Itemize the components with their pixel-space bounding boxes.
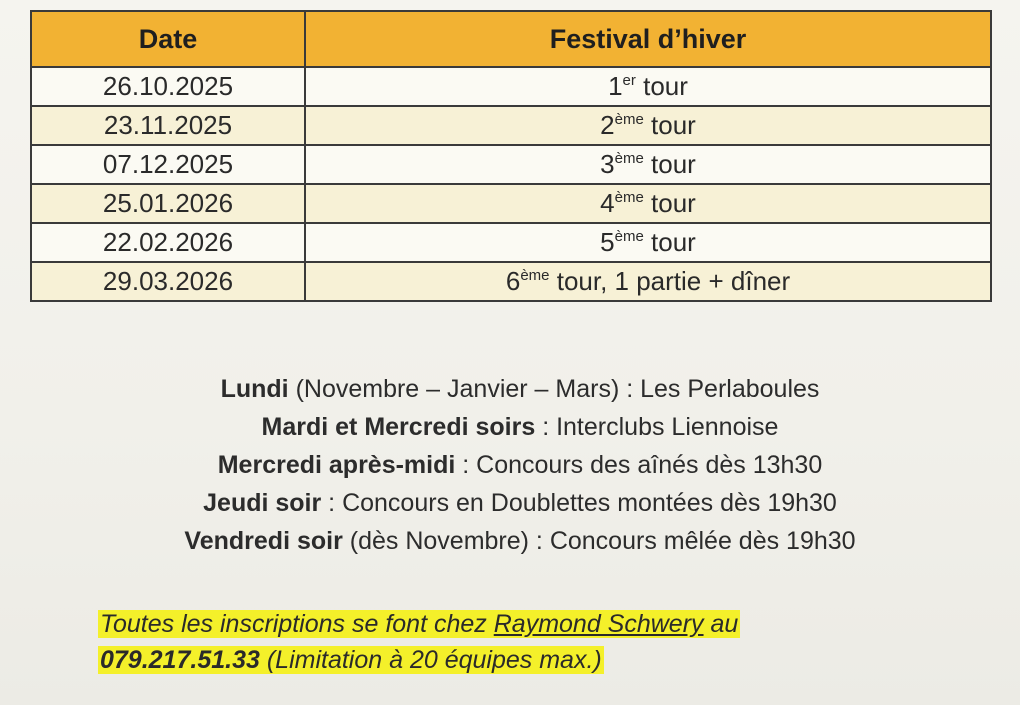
row-event: 3ème tour (305, 145, 991, 184)
contact-phone: 079.217.51.33 (100, 646, 260, 674)
registration-note (98, 606, 740, 678)
table-row (31, 145, 991, 184)
row-date: 29.03.2026 (31, 262, 305, 301)
row-event: 6ème tour, 1 partie + dîner (305, 262, 991, 301)
info-line-wednesday-afternoon: Mercredi après-midi : Concours des aînés dès 13h30 (217, 451, 823, 479)
header-event: Festival d’hiver (305, 11, 991, 67)
header-date: Date (31, 11, 305, 67)
table-row (31, 67, 991, 106)
row-date: 07.12.2025 (31, 145, 305, 184)
row-event: 1er tour (305, 67, 991, 106)
schedule-table (30, 10, 992, 302)
row-event: 2ème tour (305, 106, 991, 145)
table-row (31, 184, 991, 223)
registration-line-2 (98, 642, 740, 678)
highlight: Toutes les inscriptions se font chez Raymond Schwery au (100, 610, 739, 638)
row-date: 25.01.2026 (31, 184, 305, 223)
info-line-friday: Vendredi soir (dès Novembre) : Concours mêlée dès 19h30 (184, 527, 856, 555)
table-row (31, 262, 991, 301)
row-event: 5ème tour (305, 223, 991, 262)
row-date: 22.02.2026 (31, 223, 305, 262)
row-event: 4ème tour (305, 184, 991, 223)
highlight: 079.217.51.33 (Limitation à 20 équipes max.) (100, 646, 602, 674)
registration-line-1 (98, 606, 740, 642)
table-header-row (31, 11, 991, 67)
weekly-schedule (60, 370, 980, 560)
info-line-tuesday-wednesday: Mardi et Mercredi soirs : Interclubs Liennoise (261, 413, 779, 441)
contact-name: Raymond Schwery (493, 610, 704, 638)
row-date: 26.10.2025 (31, 67, 305, 106)
table-row (31, 223, 991, 262)
table-row (31, 106, 991, 145)
row-date: 23.11.2025 (31, 106, 305, 145)
info-line-monday: Lundi (Novembre – Janvier – Mars) : Les Perlaboules (220, 375, 820, 403)
info-line-thursday: Jeudi soir : Concours en Doublettes montées dès 19h30 (203, 489, 837, 517)
